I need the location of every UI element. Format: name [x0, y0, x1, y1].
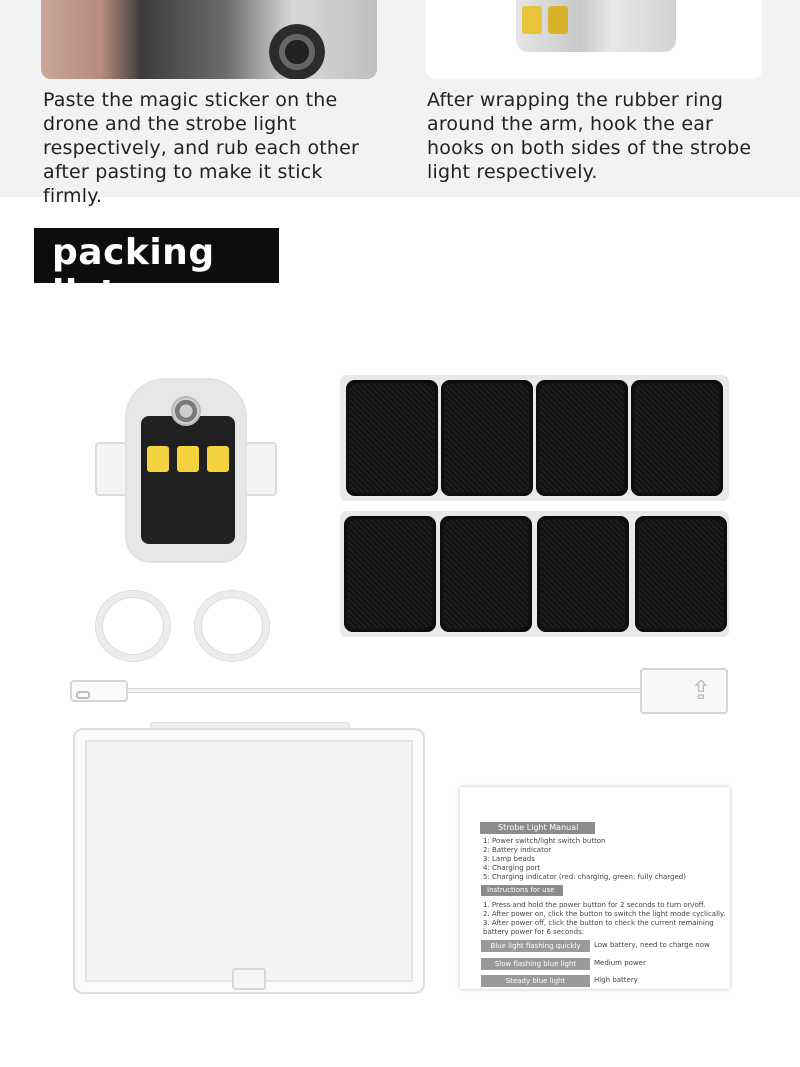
- battery-state-label: Steady blue light: [481, 975, 590, 987]
- section-title-box: [34, 228, 279, 314]
- lamp-bead: [147, 446, 169, 472]
- battery-state-meaning: High battery: [594, 976, 638, 984]
- strobe-light-image: [95, 378, 277, 563]
- battery-state-label: Slow flashing blue light: [481, 958, 590, 970]
- magic-sticker-pad: [537, 516, 629, 632]
- circuit-board: [141, 416, 235, 544]
- section-title: packing list: [52, 232, 215, 314]
- manual-part: 5: Charging indicator (red: charging, green: fully charged): [483, 873, 686, 881]
- instruction-step: 1. Press and hold the power button for 2 seconds to turn on/off.: [483, 901, 706, 909]
- battery-state-label: Blue light flashing quickly: [481, 940, 590, 952]
- ear-hook-right: [245, 442, 277, 496]
- manual-parts-list: [483, 837, 723, 882]
- storage-box: [73, 728, 425, 994]
- magic-sticker-pad: [536, 380, 628, 496]
- power-button-icon: [171, 396, 201, 426]
- magic-sticker-pad: [631, 380, 723, 496]
- lamp-bead: [207, 446, 229, 472]
- drone-sticker-photo: [41, 0, 377, 79]
- ear-hook-left: [95, 442, 127, 496]
- cable-wire: [128, 688, 640, 693]
- battery-state-row: [481, 958, 721, 970]
- rubber-ring: [195, 591, 269, 661]
- caption-rubber-ring: After wrapping the rubber ring around the arm, hook the ear hooks on both sides of the strobe light respectively.: [427, 89, 752, 183]
- strobe-housing: [125, 378, 247, 563]
- instruction-step: 3. After power off, click the button to check the current remaining: [483, 919, 714, 927]
- battery-state-meaning: Medium power: [594, 959, 646, 967]
- usb-a-plug-icon: ⇪: [640, 668, 728, 714]
- strobe-hook-photo: [426, 0, 762, 79]
- lamp-bead: [177, 446, 199, 472]
- magic-sticker-pad: [344, 516, 436, 632]
- usb-charging-cable: [70, 676, 730, 714]
- manual-part: 2: Battery indicator: [483, 846, 551, 854]
- manual-part: 4: Charging port: [483, 864, 541, 872]
- magic-sticker-pad: [440, 516, 532, 632]
- battery-state-meaning: Low battery, need to charge now: [594, 941, 710, 949]
- instructions-title: Instructions for use: [481, 885, 563, 896]
- manual-part: 3: Lamp beads: [483, 855, 535, 863]
- manual-card: [460, 787, 730, 989]
- magic-sticker-pad: [346, 380, 438, 496]
- usb-c-plug-icon: [70, 680, 128, 702]
- instruction-band: [0, 0, 800, 207]
- manual-part: 1: Power switch/light switch button: [483, 837, 606, 845]
- manual-title: Strobe Light Manual: [480, 822, 595, 834]
- magic-sticker-pad: [441, 380, 533, 496]
- storage-box-latch: [232, 968, 266, 990]
- rubber-ring: [96, 591, 170, 661]
- magic-sticker-pad: [635, 516, 727, 632]
- instruction-step: battery power for 6 seconds:: [483, 928, 585, 936]
- instructions-steps: [483, 901, 727, 937]
- battery-state-row: [481, 940, 721, 952]
- caption-sticker: Paste the magic sticker on the drone and the strobe light respectively, and rub each other after pasting to make it stick firmly.: [43, 89, 360, 207]
- battery-state-row: [481, 975, 721, 987]
- instruction-step: 2. After power on, click the button to switch the light mode cyclically.: [483, 910, 726, 918]
- magic-sticker-sheet: [340, 511, 729, 637]
- magic-sticker-sheet: [340, 375, 729, 501]
